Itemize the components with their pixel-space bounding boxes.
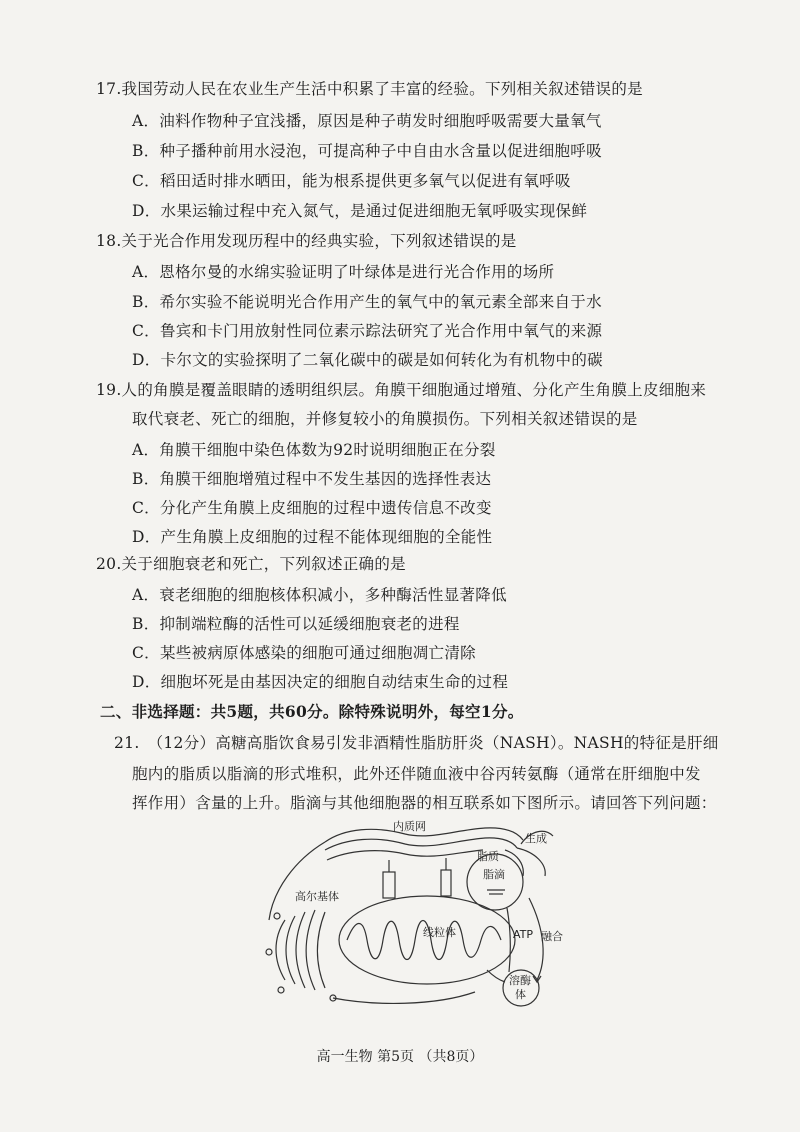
- label-mitochondrion: 线粒体: [423, 926, 456, 939]
- label-er: 内质网: [393, 820, 426, 833]
- q20-option-d: D．细胞坏死是由基因决定的细胞自动结束生命的过程: [132, 673, 509, 691]
- q17-option-a: A．油料作物种子宜浅播，原因是种子萌发时细胞呼吸需要大量氧气: [132, 112, 602, 130]
- label-lipid: 脂质: [477, 850, 499, 863]
- q18-stem: 18.关于光合作用发现历程中的经典实验，下列叙述错误的是: [96, 232, 517, 250]
- q21-line3: 挥作用）含量的上升。脂滴与其他细胞器的相互联系如下图所示。请回答下列问题：: [132, 794, 717, 812]
- q19-stem-line1: 19.人的角膜是覆盖眼睛的透明组织层。角膜干细胞通过增殖、分化产生角膜上皮细胞来: [96, 381, 707, 399]
- q20-option-c: C．某些被病原体感染的细胞可通过细胞凋亡清除: [132, 644, 476, 662]
- q19-option-c: C．分化产生角膜上皮细胞的过程中遗传信息不改变: [132, 499, 492, 517]
- q17-stem: 17.我国劳动人民在农业生产生活中积累了丰富的经验。下列相关叙述错误的是: [96, 80, 643, 98]
- tether-2: [441, 870, 451, 896]
- golgi-stack: [276, 920, 285, 980]
- q21-line2: 胞内的脂质以脂滴的形式堆积，此外还伴随血液中谷丙转氨酶（通常在肝细胞中发: [132, 765, 701, 783]
- organelle-diagram: [255, 820, 585, 1010]
- q19-stem-line2: 取代衰老、死亡的细胞，并修复较小的角膜损伤。下列相关叙述错误的是: [132, 410, 638, 428]
- section-two-heading: 二、非选择题：共5题，共60分。除特殊说明外，每空1分。: [100, 702, 524, 721]
- q17-option-c: C．稻田适时排水晒田，能为根系提供更多氧气以促进有氧呼吸: [132, 172, 571, 190]
- q18-option-c: C．鲁宾和卡门用放射性同位素示踪法研究了光合作用中氧气的来源: [132, 322, 603, 340]
- q19-option-d: D．产生角膜上皮细胞的过程不能体现细胞的全能性: [132, 528, 493, 546]
- page-footer: 高一生物 第5页 （共8页）: [316, 1049, 484, 1065]
- label-golgi: 高尔基体: [295, 890, 339, 903]
- q20-option-b: B．抑制端粒酶的活性可以延缓细胞衰老的进程: [132, 615, 460, 633]
- label-lysosome-2: 体: [515, 988, 526, 1001]
- q20-stem: 20.关于细胞衰老和死亡，下列叙述正确的是: [96, 555, 406, 573]
- label-fuse: 融合: [541, 930, 563, 943]
- q17-option-b: B．种子播种前用水浸泡，可提高种子中自由水含量以促进细胞呼吸: [132, 142, 602, 160]
- q18-option-a: A．恩格尔曼的水绵实验证明了叶绿体是进行光合作用的场所: [132, 263, 555, 281]
- q21-line1: 21. （12分）高糖高脂饮食易引发非酒精性脂肪肝炎（NASH）。NASH的特征是肝细: [114, 734, 719, 752]
- label-atp: ATP: [513, 928, 534, 941]
- q19-option-b: B．角膜干细胞增殖过程中不发生基因的选择性表达: [132, 470, 492, 488]
- label-generate: 生成: [525, 832, 547, 845]
- q18-option-b: B．希尔实验不能说明光合作用产生的氧气中的氧元素全部来自于水: [132, 293, 602, 311]
- tether-1: [383, 872, 395, 898]
- q18-option-d: D．卡尔文的实验探明了二氧化碳中的碳是如何转化为有机物中的碳: [132, 351, 603, 369]
- q20-option-a: A．衰老细胞的细胞核体积减小，多种酶活性显著降低: [132, 586, 507, 604]
- label-droplet: 脂滴: [483, 868, 505, 881]
- q19-option-a: A．角膜干细胞中染色体数为92时说明细胞正在分裂: [132, 441, 496, 459]
- q17-option-d: D．水果运输过程中充入氮气，是通过促进细胞无氧呼吸实现保鲜: [132, 202, 588, 220]
- label-lysosome-1: 溶酶: [509, 974, 531, 987]
